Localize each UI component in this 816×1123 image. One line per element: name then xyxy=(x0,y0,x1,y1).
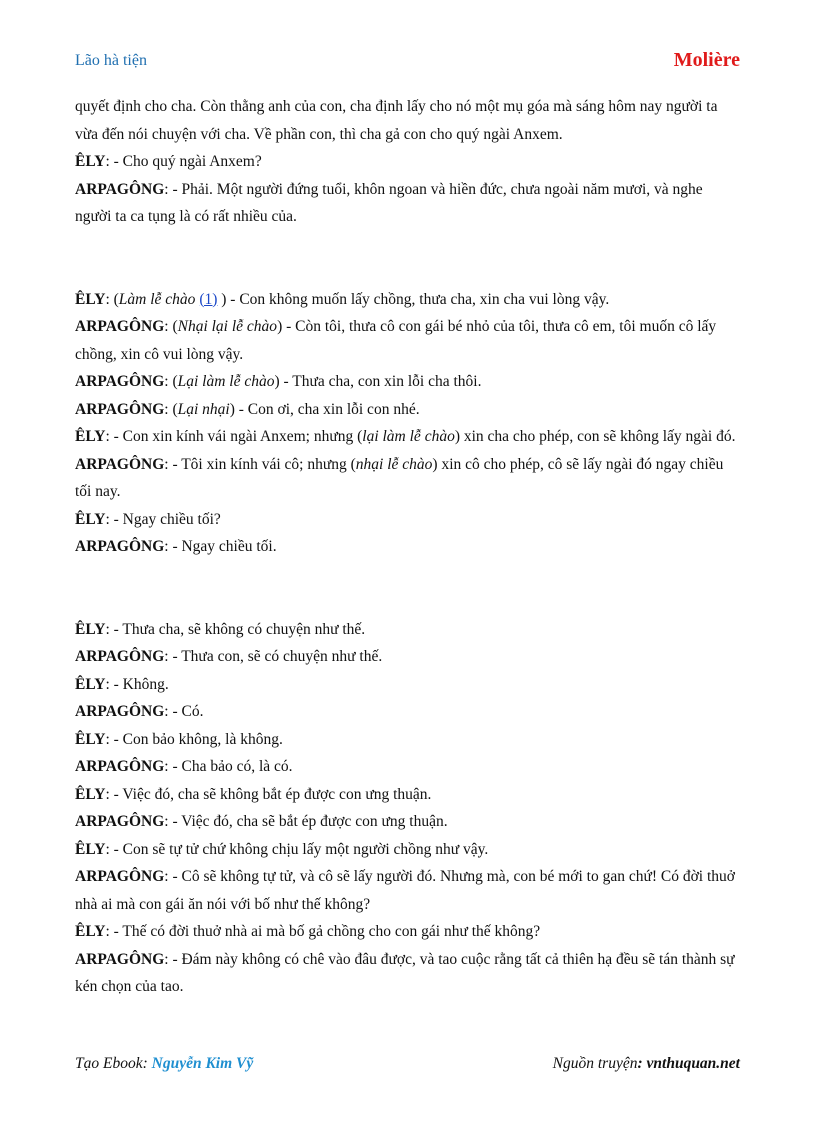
dialogue-text: ) xin cô cho phép, cô sẽ lấy ngài đó ngay chiều tối nay. xyxy=(75,455,724,500)
dialogue-text: : - Đám này không có chê vào đâu được, và tao cuộc rằng tất cả thiên hạ đều sẽ tán thành sự kén chọn của tao. xyxy=(75,950,735,995)
dialogue-text: : - Thế có đời thuở nhà ai mà bố gả chồng cho con gái như thế không? xyxy=(105,923,541,940)
dialogue-line xyxy=(75,863,741,918)
dialogue-text: : - Có. xyxy=(164,703,204,720)
speaker-name: ÊLY xyxy=(75,840,106,858)
speaker-name: ÊLY xyxy=(75,923,106,940)
stage-direction: Lại nhại xyxy=(177,400,230,418)
speaker-name: ARPAGÔNG xyxy=(75,703,165,720)
dialogue-line xyxy=(75,451,741,506)
speaker-name: ARPAGÔNG xyxy=(75,758,165,775)
speaker-name: ÊLY xyxy=(75,730,106,748)
author-name: Molière xyxy=(673,49,740,71)
dialogue-text: : - Cho quý ngài Anxem? xyxy=(105,153,262,170)
dialogue-line xyxy=(75,533,741,561)
dialogue-line xyxy=(75,368,741,396)
dialogue-text: : ( xyxy=(164,400,178,418)
dialogue-line xyxy=(75,946,741,1001)
dialogue-line xyxy=(75,726,741,754)
speaker-name: ARPAGÔNG xyxy=(75,400,165,418)
source-site: vnthuquan.net xyxy=(646,1055,740,1072)
stage-direction: nhại lễ chào xyxy=(355,455,433,473)
dialogue-text: : - Con sẽ tự tử chứ không chịu lấy một người chồng như vậy. xyxy=(105,840,489,858)
dialogue-text: : - Cô sẽ không tự tử, và cô sẽ lấy người đó. Nhưng mà, con bé mới to gan chứ! Có đời thuở nhà ai mà con gái ăn nói với bố như thế không? xyxy=(75,868,735,913)
dialogue-text: : - Cha bảo có, là có. xyxy=(164,758,293,775)
dialogue-line xyxy=(75,423,741,451)
dialogue-text: : - Thưa con, sẽ có chuyện như thế. xyxy=(164,648,383,665)
section-gap xyxy=(75,231,741,286)
stage-direction: Làm lễ chào xyxy=(118,290,196,308)
dialogue-line xyxy=(75,616,741,644)
speaker-name: ARPAGÔNG xyxy=(75,813,165,830)
dialogue-line xyxy=(75,698,741,726)
page-body xyxy=(75,93,741,1001)
ebook-credit xyxy=(75,1055,253,1073)
dialogue-line xyxy=(75,753,741,781)
speaker-name: ARPAGÔNG xyxy=(75,455,165,473)
speaker-name: ARPAGÔNG xyxy=(75,318,165,335)
dialogue-text: : - Việc đó, cha sẽ bắt ép được con ưng thuận. xyxy=(164,813,448,830)
dialogue-text: : - Con xin kính vái ngài Anxem; nhưng ( xyxy=(105,428,363,445)
speaker-name: ÊLY xyxy=(75,510,106,528)
speaker-name: ARPAGÔNG xyxy=(75,950,165,968)
dialogue-text: : - Phải. Một người đứng tuổi, khôn ngoan và hiền đức, chưa ngoài năm mươi, và nghe người ta ca tụng là có rất nhiều của. xyxy=(75,180,703,225)
dialogue-text: ) - Con không muốn lấy chồng, thưa cha, xin cha vui lòng vậy. xyxy=(217,290,610,308)
stage-direction: Lại làm lễ chào xyxy=(177,373,275,390)
speaker-name: ÊLY xyxy=(75,675,106,693)
stage-direction: lại làm lễ chào xyxy=(362,428,455,445)
speaker-name: ÊLY xyxy=(75,620,106,638)
dialogue-text: : - Thưa cha, sẽ không có chuyện như thế. xyxy=(105,620,366,638)
stage-direction: Nhại lại lễ chào xyxy=(177,318,278,335)
dialogue-text: : - Con bảo không, là không. xyxy=(105,730,283,748)
dialogue-line xyxy=(75,781,741,809)
source-credit xyxy=(553,1055,740,1073)
footnote-link[interactable]: (1) xyxy=(199,290,218,308)
dialogue-line xyxy=(75,148,741,176)
dialogue-text: : ( xyxy=(105,290,119,308)
dialogue-text: : - Ngay chiều tối? xyxy=(105,510,221,528)
dialogue-text: : ( xyxy=(164,373,178,390)
dialogue-line xyxy=(75,918,741,946)
dialogue-text: : - Không. xyxy=(105,675,169,693)
dialogue-line xyxy=(75,396,741,424)
dialogue-line xyxy=(75,836,741,864)
speaker-name: ARPAGÔNG xyxy=(75,538,165,555)
dialogue-text: ) - Còn tôi, thưa cô con gái bé nhỏ của tôi, thưa cô em, tôi muốn cô lấy chồng, xin cô vui lòng vậy. xyxy=(75,318,717,363)
dialogue-line xyxy=(75,643,741,671)
speaker-name: ÊLY xyxy=(75,785,106,803)
ebook-author: Nguyễn Kim Vỹ xyxy=(151,1055,254,1072)
speaker-name: ARPAGÔNG xyxy=(75,373,165,390)
ebook-label: Tạo Ebook xyxy=(75,1055,143,1072)
dialogue-line xyxy=(75,671,741,699)
dialogue-text: : ( xyxy=(164,318,178,335)
speaker-name: ARPAGÔNG xyxy=(75,180,165,198)
section-gap xyxy=(75,561,741,616)
dialogue-text: ) - Thưa cha, con xin lỗi cha thôi. xyxy=(274,373,482,390)
speaker-name: ARPAGÔNG xyxy=(75,648,165,665)
book-title: Lão hà tiện xyxy=(75,52,147,69)
dialogue-line xyxy=(75,506,741,534)
source-label: Nguồn truyện xyxy=(552,1055,638,1072)
dialogue-line xyxy=(75,808,741,836)
dialogue-line xyxy=(75,176,741,231)
speaker-name: ÊLY xyxy=(75,290,106,308)
ebook-separator: : xyxy=(142,1055,152,1072)
dialogue-text: : - Việc đó, cha sẽ không bắt ép được con ưng thuận. xyxy=(105,785,432,803)
dialogue-text: ) xin cha cho phép, con sẽ không lấy ngài đó. xyxy=(454,428,736,445)
dialogue-line xyxy=(75,313,741,368)
dialogue-text: : - Ngay chiều tối. xyxy=(164,538,277,555)
source-separator: : xyxy=(637,1055,647,1072)
dialogue-line xyxy=(75,286,741,314)
speaker-name: ARPAGÔNG xyxy=(75,868,165,885)
paragraph: quyết định cho cha. Còn thằng anh của con, cha định lấy cho nó một mụ góa mà sáng hôm nay người ta vừa đến nói chuyện với cha. Về phần con, thì cha gả con cho quý ngài Anxem. xyxy=(75,98,718,143)
speaker-name: ÊLY xyxy=(75,153,106,170)
dialogue-text: ) - Con ơi, cha xin lỗi con nhé. xyxy=(229,400,420,418)
dialogue-text: : - Tôi xin kính vái cô; nhưng ( xyxy=(164,455,356,473)
speaker-name: ÊLY xyxy=(75,428,106,445)
